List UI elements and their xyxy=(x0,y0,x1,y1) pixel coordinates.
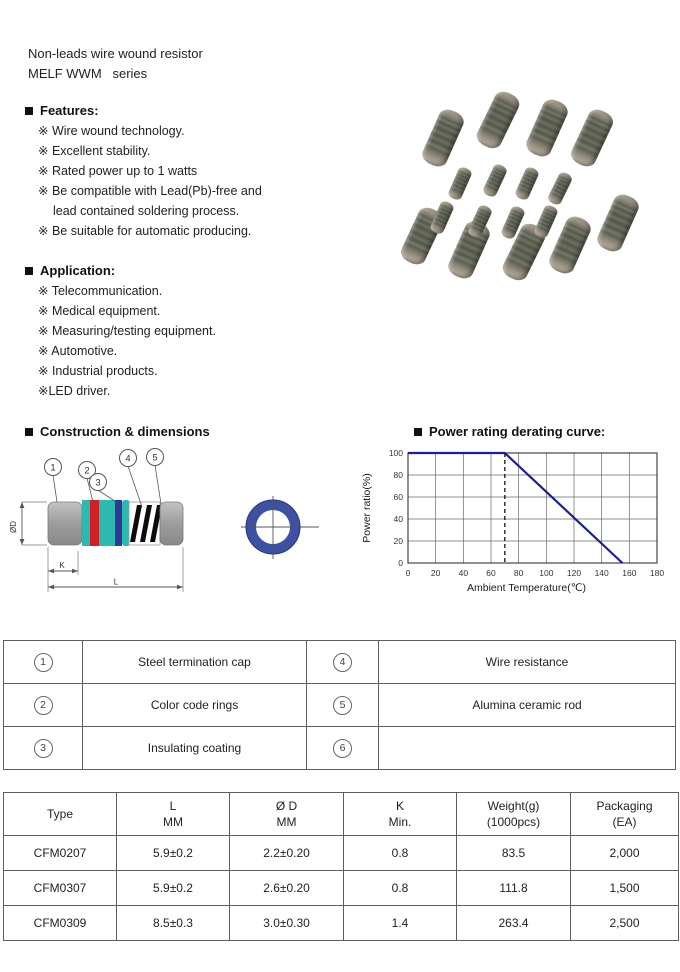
spec-header-weight: Weight(g) (1000pcs) xyxy=(457,793,571,836)
resistor-photo-item xyxy=(523,96,570,160)
table-row xyxy=(4,836,679,871)
spec-cell: 111.8 xyxy=(457,871,571,906)
spec-cell: 0.8 xyxy=(344,836,457,871)
resistor-photo-item xyxy=(546,171,573,207)
feature-item: ※ Rated power up to 1 watts xyxy=(38,164,198,178)
spec-cell: 263.4 xyxy=(457,906,571,941)
dim-label-k: K xyxy=(59,561,65,570)
application-heading xyxy=(25,263,365,278)
header-block xyxy=(28,44,203,84)
square-bullet-icon xyxy=(414,428,422,436)
square-bullet-icon xyxy=(25,428,33,436)
spec-header-l: L MM xyxy=(117,793,230,836)
resistor-photo-item xyxy=(514,166,540,202)
derating-heading xyxy=(414,424,605,439)
x-tick-label: 20 xyxy=(430,568,441,578)
color-ring xyxy=(90,500,99,546)
application-item: ※LED driver. xyxy=(38,384,111,398)
resistor-photo-item xyxy=(546,213,593,277)
y-tick-label: 0 xyxy=(398,558,403,568)
plot-border xyxy=(408,453,657,563)
callout-number-5: 5 xyxy=(152,452,158,464)
spec-cell: 2,000 xyxy=(571,836,679,871)
part-label: Wire resistance xyxy=(379,641,676,684)
product-series: MELF WWM series xyxy=(28,66,148,81)
circled-number: 6 xyxy=(333,739,352,758)
resistor-photo-item xyxy=(447,166,473,202)
features-section xyxy=(25,103,365,241)
spec-header-k: K Min. xyxy=(344,793,457,836)
dim-label-l: L xyxy=(113,577,119,587)
table-row xyxy=(4,906,679,941)
spec-cell-type: CFM0309 xyxy=(4,906,117,941)
x-tick-label: 160 xyxy=(622,568,637,578)
application-item: ※ Medical equipment. xyxy=(38,304,161,318)
color-ring xyxy=(82,500,90,546)
y-tick-label: 20 xyxy=(393,536,403,546)
circled-number: 1 xyxy=(34,653,53,672)
spec-cell: 8.5±0.3 xyxy=(117,906,230,941)
resistor-photo-item xyxy=(568,106,616,170)
application-item: ※ Telecommunication. xyxy=(38,284,163,298)
left-cap xyxy=(48,502,82,545)
resistor-photo-item xyxy=(474,88,523,152)
y-tick-label: 60 xyxy=(393,492,403,502)
spec-cell: 2,500 xyxy=(571,906,679,941)
construction-heading xyxy=(25,424,210,439)
callout-number-1: 1 xyxy=(50,462,56,474)
parts-table xyxy=(3,640,676,770)
table-row xyxy=(4,727,676,770)
arrow-right-icon xyxy=(72,569,78,573)
part-label: Steel termination cap xyxy=(83,641,307,684)
spec-cell: 83.5 xyxy=(457,836,571,871)
spec-table xyxy=(3,792,679,941)
callout-number-4: 4 xyxy=(125,453,131,465)
x-tick-label: 100 xyxy=(539,568,554,578)
spec-cell: 1,500 xyxy=(571,871,679,906)
x-tick-label: 0 xyxy=(405,568,411,578)
circled-number: 4 xyxy=(333,653,352,672)
application-list xyxy=(38,281,365,401)
callout-number-3: 3 xyxy=(95,477,101,489)
feature-item: ※ Excellent stability. xyxy=(38,144,151,158)
arrow-left-icon xyxy=(48,569,54,573)
features-list xyxy=(38,121,365,241)
feature-item: ※ Wire wound technology. xyxy=(38,124,185,138)
resistor-photo-item xyxy=(594,191,641,255)
y-tick-label: 40 xyxy=(393,514,403,524)
x-axis-label: Ambient Temperature(℃) xyxy=(467,582,586,594)
spec-header-type: Type xyxy=(4,793,117,836)
spec-cell: 2.2±0.20 xyxy=(230,836,344,871)
color-ring xyxy=(99,500,115,546)
arrow-up-icon xyxy=(20,502,25,508)
square-bullet-icon xyxy=(25,107,33,115)
construction-diagram xyxy=(8,447,348,612)
spec-cell: 3.0±0.30 xyxy=(230,906,344,941)
features-heading xyxy=(25,103,365,118)
construction-heading-label: Construction & dimensions xyxy=(40,424,210,439)
resistor-photo-item xyxy=(419,106,466,170)
derating-heading-label: Power rating derating curve: xyxy=(429,424,606,439)
part-label: Color code rings xyxy=(83,684,307,727)
application-item: ※ Industrial products. xyxy=(38,364,158,378)
resistor-photo-item xyxy=(482,163,509,199)
application-item: ※ Automotive. xyxy=(38,344,118,358)
y-tick-label: 100 xyxy=(388,448,403,458)
features-heading-label: Features: xyxy=(40,103,99,118)
spec-cell: 5.9±0.2 xyxy=(117,836,230,871)
dim-label-diameter: ØD xyxy=(9,521,18,533)
spec-cell: 0.8 xyxy=(344,871,457,906)
derating-line xyxy=(408,453,622,563)
application-section xyxy=(25,263,365,401)
spec-header-packaging: Packaging (EA) xyxy=(571,793,679,836)
spec-header-d: Ø D MM xyxy=(230,793,344,836)
circled-number: 2 xyxy=(34,696,53,715)
y-tick-label: 80 xyxy=(393,470,403,480)
x-tick-label: 180 xyxy=(649,568,665,578)
x-tick-label: 140 xyxy=(594,568,609,578)
derating-chart xyxy=(360,443,670,615)
feature-item: ※ Be suitable for automatic producing. xyxy=(38,224,252,238)
part-label xyxy=(379,727,676,770)
feature-item: ※ Be compatible with Lead(Pb)-free and xyxy=(38,184,262,198)
arrow-left-icon xyxy=(48,585,54,589)
resistor-photo-item xyxy=(533,204,559,240)
part-label: Alumina ceramic rod xyxy=(379,684,676,727)
color-ring xyxy=(115,500,122,546)
spec-cell-type: CFM0207 xyxy=(4,836,117,871)
table-row xyxy=(4,684,676,727)
feature-item: lead contained soldering process. xyxy=(53,204,240,218)
spec-cell-type: CFM0307 xyxy=(4,871,117,906)
spec-cell: 5.9±0.2 xyxy=(117,871,230,906)
table-row xyxy=(4,641,676,684)
square-bullet-icon xyxy=(25,267,33,275)
x-tick-label: 120 xyxy=(566,568,582,578)
right-cap xyxy=(160,502,183,545)
table-header-row xyxy=(4,793,679,836)
arrow-down-icon xyxy=(20,539,25,545)
application-heading-label: Application: xyxy=(40,263,116,278)
x-tick-label: 60 xyxy=(486,568,496,578)
product-photo xyxy=(396,80,672,270)
x-tick-label: 40 xyxy=(458,568,469,578)
spec-cell: 1.4 xyxy=(344,906,457,941)
circled-number: 5 xyxy=(333,696,352,715)
callout-number-2: 2 xyxy=(84,465,90,477)
x-tick-label: 80 xyxy=(513,568,524,578)
circled-number: 3 xyxy=(34,739,53,758)
arrow-right-icon xyxy=(177,585,183,589)
table-row xyxy=(4,871,679,906)
spec-cell: 2.6±0.20 xyxy=(230,871,344,906)
y-axis-label: Power ratio(%) xyxy=(361,473,373,543)
application-item: ※ Measuring/testing equipment. xyxy=(38,324,216,338)
part-label: Insulating coating xyxy=(83,727,307,770)
product-title: Non-leads wire wound resistor xyxy=(28,46,203,61)
